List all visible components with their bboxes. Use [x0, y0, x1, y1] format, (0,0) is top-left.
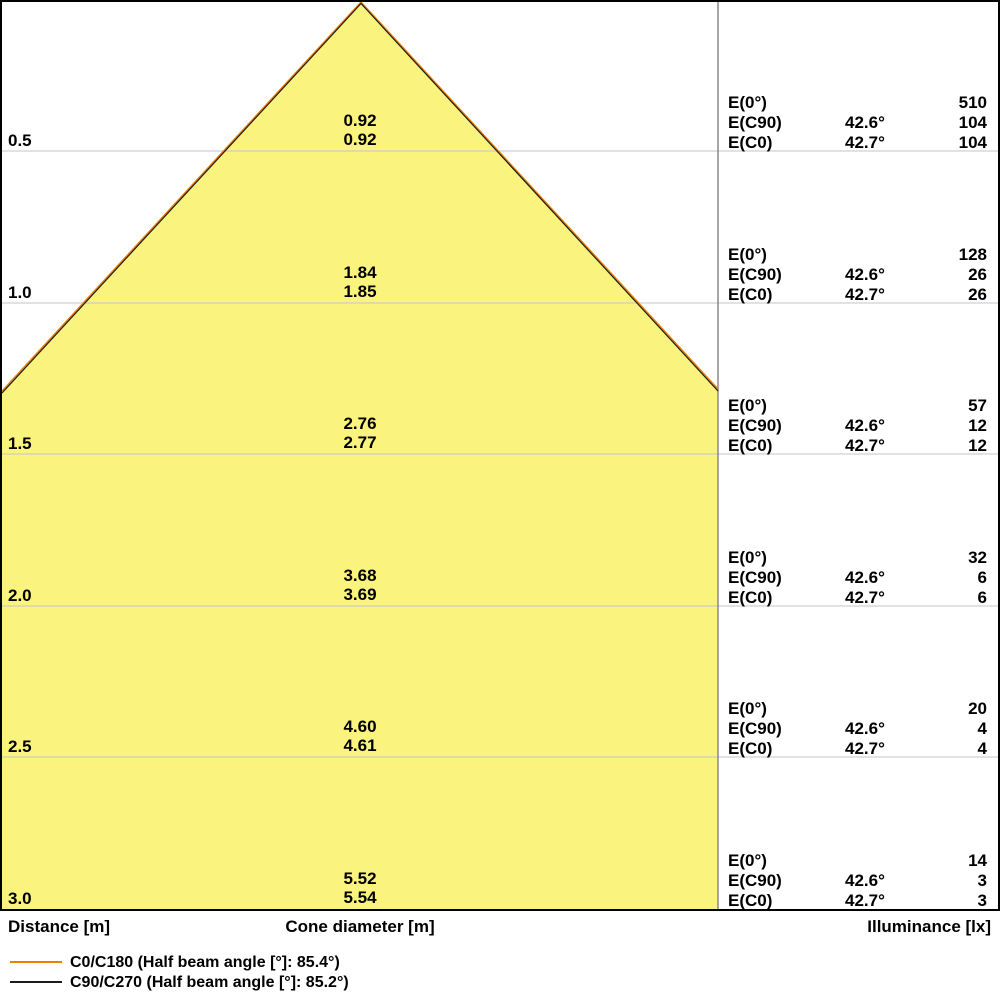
illuminance-axis-label: Illuminance [lx] — [867, 917, 991, 936]
ec90-angle: 42.6° — [845, 719, 885, 738]
ec0-row — [719, 285, 998, 305]
c90-legend-label: C90/C270 (Half beam angle [°]: 85.2°) — [70, 974, 349, 991]
cone-diameter-values — [260, 263, 460, 301]
ec90-label: E(C90) — [728, 265, 782, 284]
illuminance-block — [719, 245, 998, 305]
ec0-row — [719, 588, 998, 608]
ec90-angle: 42.6° — [845, 568, 885, 587]
ec0-label: E(C0) — [728, 588, 773, 607]
ec0-value: 4 — [977, 739, 987, 758]
cone-diameter-values — [260, 414, 460, 452]
distance-label: 1.0 — [8, 283, 32, 302]
ec0-value: 12 — [968, 436, 987, 455]
e0-value: 510 — [958, 93, 987, 112]
c0-legend-label: C0/C180 (Half beam angle [°]: 85.4°) — [70, 954, 340, 971]
ec90-row — [719, 416, 998, 436]
e0-row — [719, 851, 998, 871]
ec90-row — [719, 568, 998, 588]
distance-label: 0.5 — [8, 131, 32, 150]
ec90-row — [719, 871, 998, 891]
distance-label: 2.0 — [8, 586, 32, 605]
cone-diameter-c0-value: 1.85 — [343, 282, 377, 301]
illuminance-block — [719, 851, 998, 911]
cone-diameter-c0-value: 3.69 — [343, 585, 377, 604]
ec0-row — [719, 133, 998, 153]
c0-legend-line-icon — [10, 961, 62, 963]
distance-label: 1.5 — [8, 434, 32, 453]
ec0-angle: 42.7° — [845, 739, 885, 758]
ec90-row — [719, 113, 998, 133]
ec0-row — [719, 436, 998, 456]
ec90-value: 104 — [958, 113, 987, 132]
e0-value: 128 — [958, 245, 987, 264]
legend-item-c0 — [0, 953, 600, 973]
e0-value: 14 — [968, 851, 987, 870]
e0-label: E(0°) — [728, 851, 767, 870]
ec0-value: 104 — [958, 133, 987, 152]
ec0-angle: 42.7° — [845, 285, 885, 304]
cone-diameter-values — [260, 717, 460, 755]
illuminance-block — [719, 699, 998, 759]
ec90-angle: 42.6° — [845, 871, 885, 890]
ec90-value: 3 — [977, 871, 987, 890]
ec0-label: E(C0) — [728, 739, 773, 758]
cone-diameter-axis-label: Cone diameter [m] — [285, 917, 435, 936]
cone-diameter-values — [260, 111, 460, 149]
e0-value: 57 — [968, 396, 987, 415]
e0-row — [719, 245, 998, 265]
c90-legend-line-icon — [10, 981, 62, 983]
ec0-row — [719, 891, 998, 911]
ec90-value: 6 — [977, 568, 987, 587]
distance-label: 3.0 — [8, 889, 32, 908]
cone-diameter-values — [260, 869, 460, 907]
cone-diameter-c90-value: 4.60 — [343, 717, 377, 736]
e0-row — [719, 93, 998, 113]
ec90-row — [719, 719, 998, 739]
e0-label: E(0°) — [728, 245, 767, 264]
ec90-angle: 42.6° — [845, 265, 885, 284]
ec0-label: E(C0) — [728, 891, 773, 910]
ec90-angle: 42.6° — [845, 416, 885, 435]
e0-row — [719, 396, 998, 416]
ec90-label: E(C90) — [728, 719, 782, 738]
cone-diameter-c90-value: 1.84 — [343, 263, 377, 282]
illuminance-block — [719, 548, 998, 608]
ec0-angle: 42.7° — [845, 133, 885, 152]
cone-diameter-c90-value: 5.52 — [343, 869, 377, 888]
ec0-label: E(C0) — [728, 133, 773, 152]
e0-row — [719, 699, 998, 719]
ec90-angle: 42.6° — [845, 113, 885, 132]
cone-diameter-c0-value: 5.54 — [343, 888, 377, 907]
e0-label: E(0°) — [728, 396, 767, 415]
cone-diameter-c0-value: 2.77 — [343, 433, 377, 452]
ec0-value: 6 — [977, 588, 987, 607]
ec90-label: E(C90) — [728, 113, 782, 132]
ec90-value: 12 — [968, 416, 987, 435]
distance-label: 2.5 — [8, 737, 32, 756]
ec90-row — [719, 265, 998, 285]
cone-diameter-c90-value: 3.68 — [343, 566, 377, 585]
e0-value: 32 — [968, 548, 987, 567]
e0-value: 20 — [968, 699, 987, 718]
legend-item-c90 — [0, 973, 600, 993]
e0-row — [719, 548, 998, 568]
ec0-angle: 42.7° — [845, 436, 885, 455]
e0-label: E(0°) — [728, 93, 767, 112]
e0-label: E(0°) — [728, 699, 767, 718]
ec90-value: 4 — [977, 719, 987, 738]
cone-diameter-c90-value: 2.76 — [343, 414, 377, 433]
ec90-value: 26 — [968, 265, 987, 284]
ec90-label: E(C90) — [728, 416, 782, 435]
distance-axis-label: Distance [m] — [8, 917, 111, 936]
e0-label: E(0°) — [728, 548, 767, 567]
cone-diameter-values — [260, 566, 460, 604]
ec0-label: E(C0) — [728, 436, 773, 455]
ec0-label: E(C0) — [728, 285, 773, 304]
illuminance-block — [719, 396, 998, 456]
ec0-angle: 42.7° — [845, 588, 885, 607]
ec90-label: E(C90) — [728, 568, 782, 587]
ec0-value: 26 — [968, 285, 987, 304]
illuminance-block — [719, 93, 998, 153]
ec0-value: 3 — [977, 891, 987, 910]
ec90-label: E(C90) — [728, 871, 782, 890]
cone-diameter-c0-value: 0.92 — [343, 130, 377, 149]
cone-diameter-c90-value: 0.92 — [343, 111, 377, 130]
cone-diameter-c0-value: 4.61 — [343, 736, 377, 755]
ec0-row — [719, 739, 998, 759]
ec0-angle: 42.7° — [845, 891, 885, 910]
